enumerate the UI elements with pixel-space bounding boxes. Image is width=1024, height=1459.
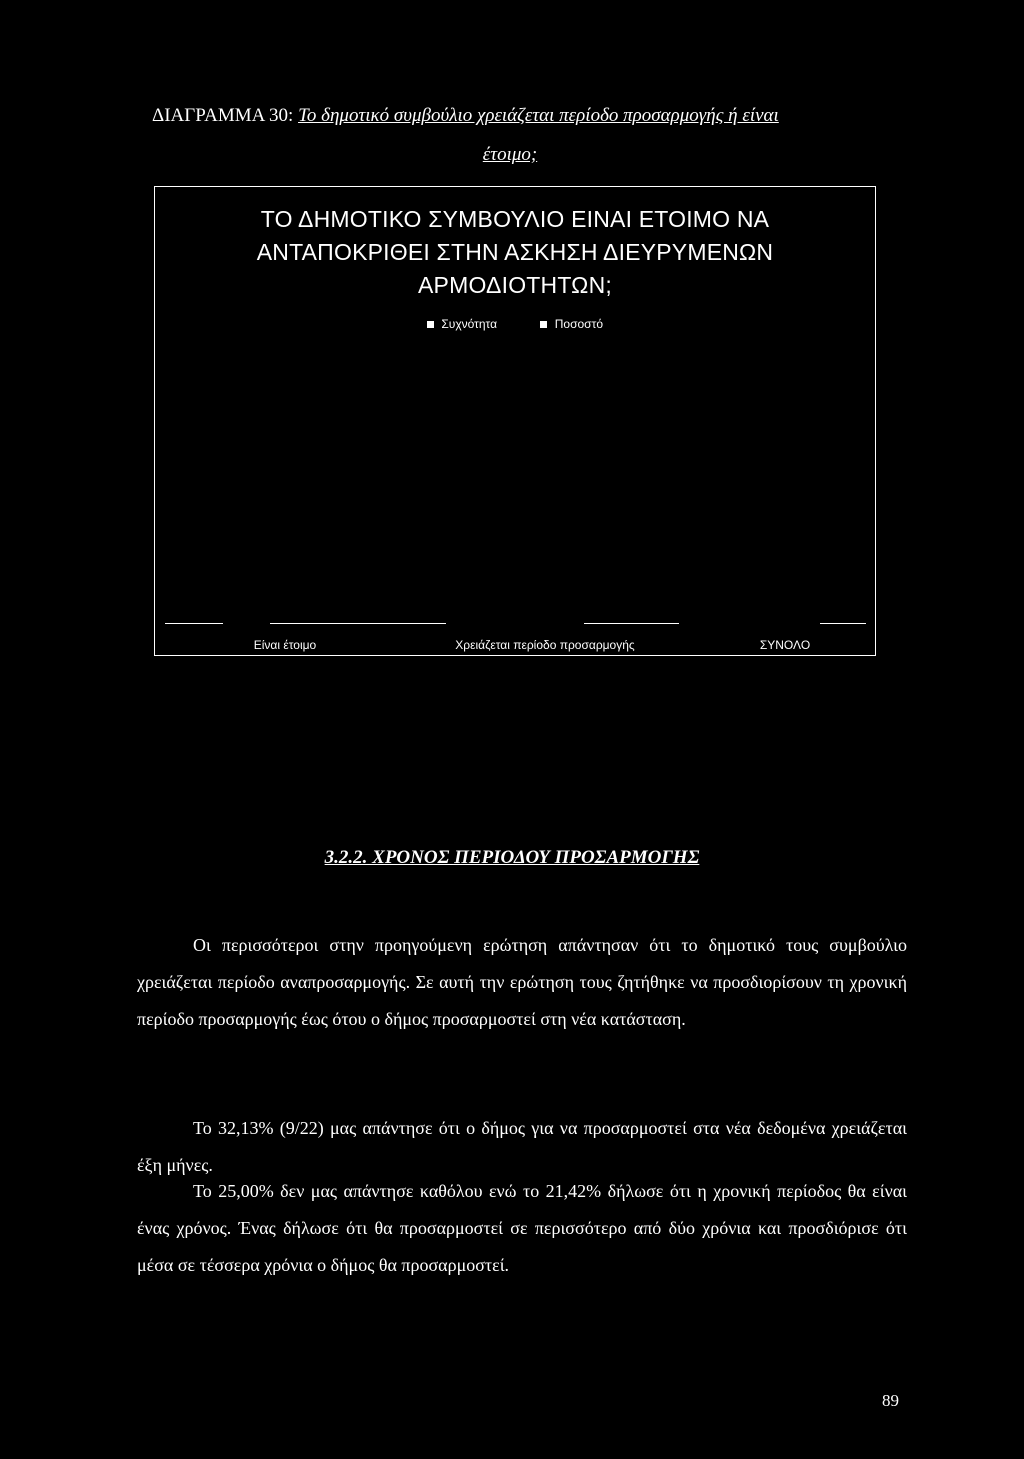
chart-title-line-3: ΑΡΜΟΔΙΟΤΗΤΩΝ; — [418, 272, 612, 298]
x-tick-label: Είναι έτοιμο — [253, 638, 317, 652]
caption-text-line1: Το δημοτικό συμβούλιο χρειάζεται περίοδο προσαρμογής ή είναι — [298, 105, 779, 126]
figure-caption — [152, 104, 872, 128]
legend-label: Συχνότητα — [441, 317, 498, 331]
caption-text-line2: έτοιμο; — [482, 144, 538, 165]
body-paragraph — [137, 1173, 907, 1284]
legend-swatch-icon — [427, 321, 434, 328]
x-axis-segment — [270, 623, 446, 624]
legend-label: Ποσοστό — [554, 317, 603, 331]
paragraph-text: Οι περισσότεροι στην προηγούμενη ερώτηση απάντησαν ότι το δημοτικό τους συμβούλιο χρειάζεται περίοδο αναπροσαρμογής. Σε αυτή την ερώτηση τους ζητήθηκε να προσδιορίσουν τη χρονική περίοδο προσαρμογής έως ότου ο δήμος προσαρμοστεί στη νέα κατάσταση. — [137, 935, 907, 1029]
x-tick-label: Χρειάζεται περίοδο προσαρμογής — [455, 638, 635, 652]
legend-item-frequency — [427, 317, 497, 331]
legend-swatch-icon — [540, 321, 547, 328]
caption-label: ΔΙΑΓΡΑΜΜΑ 30: — [152, 105, 294, 126]
page-number: 89 — [882, 1391, 899, 1410]
chart-legend — [155, 317, 875, 331]
x-axis-segment — [584, 623, 679, 624]
x-axis-segment — [820, 623, 866, 624]
figure-caption-continued — [150, 143, 870, 167]
paragraph-text: Το 32,13% (9/22) μας απάντησε ότι ο δήμος για να προσαρμοστεί στα νέα δεδομένα χρειάζεται έξη μήνες. — [137, 1118, 907, 1175]
chart-frame — [154, 186, 876, 656]
body-paragraph — [137, 927, 907, 1038]
paragraph-text: Το 25,00% δεν μας απάντησε καθόλου ενώ το 21,42% δήλωσε ότι η χρονική περίοδος θα είναι ένας χρόνος. Ένας δήλωσε ότι θα προσαρμοστεί σε περισσότερο από δύο χρόνια και προσδιόρισε ότι μέσα σε τέσσερα χρόνια ο δήμος θα προσαρμοστεί. — [137, 1181, 907, 1275]
x-tick-label: ΣΥΝΟΛΟ — [759, 638, 811, 652]
section-heading: 3.2.2. ΧΡΟΝΟΣ ΠΕΡΙΟΔΟΥ ΠΡΟΣΑΡΜΟΓΗΣ — [324, 847, 700, 868]
legend-item-percentage — [540, 317, 603, 331]
x-axis-segment — [165, 623, 223, 624]
chart-title-line-1: ΤΟ ΔΗΜΟΤΙΚΟ ΣΥΜΒΟΥΛΙΟ ΕΙΝΑΙ ΕΤΟΙΜΟ ΝΑ — [260, 206, 770, 232]
chart-title — [155, 203, 875, 302]
chart-title-line-2: ΑΝΤΑΠΟΚΡΙΘΕΙ ΣΤΗΝ ΑΣΚΗΣΗ ΔΙΕΥΡΥΜΕΝΩΝ — [256, 239, 774, 265]
